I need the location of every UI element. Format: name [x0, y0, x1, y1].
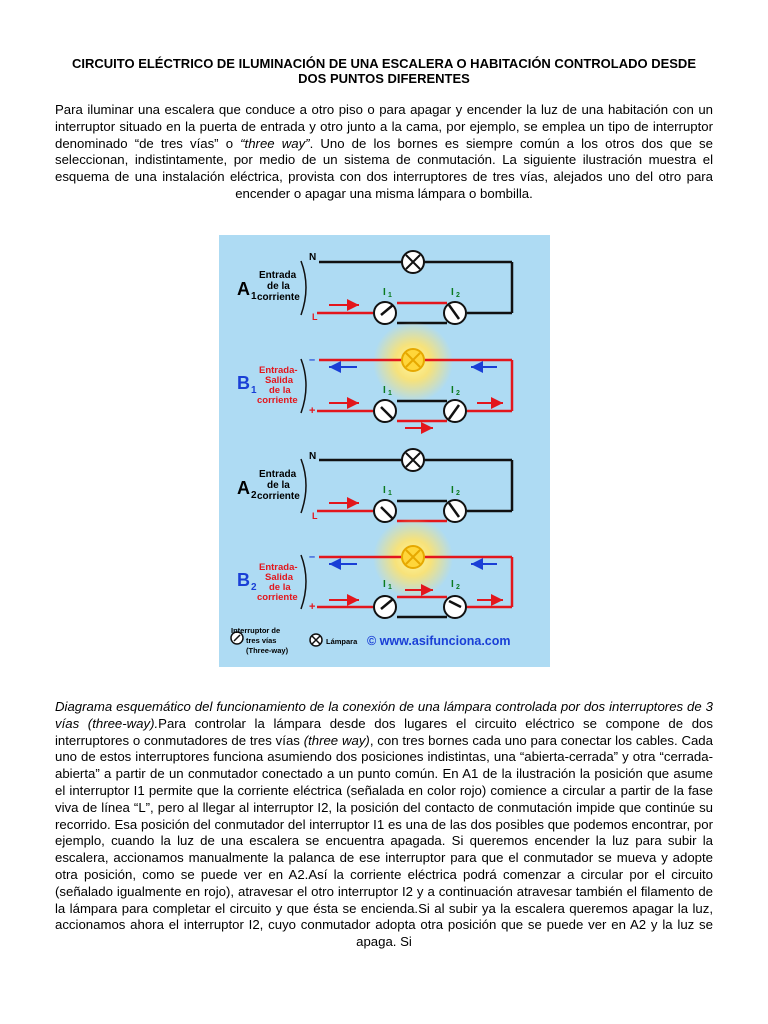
- panel-a2: [237, 449, 512, 522]
- panel-b1-label3: de la: [269, 385, 291, 396]
- panel-b2-label3: de la: [269, 582, 291, 593]
- panel-b1-i2-sub: 2: [456, 390, 460, 397]
- panel-a1: [237, 251, 512, 324]
- panel-a1-i2-sub: 2: [456, 292, 460, 299]
- panel-a1-label3: corriente: [257, 292, 300, 303]
- panel-b1-label4: corriente: [257, 395, 298, 406]
- panel-a1-sub: 1: [251, 291, 257, 302]
- panel-a2-label2: de la: [267, 480, 290, 491]
- panel-a2-top: N: [309, 451, 317, 462]
- intro-text-1: Para iluminar una escalera que conduce a otro piso o para apagar y encender la luz de una habitación con un interruptor situado en la puerta de entrada y otro junto a la cama, por ejemplo, se emplea un tipo de interruptor denominado “de tres vías” o: [55, 102, 713, 151]
- panel-b2-i1-sub: 1: [388, 584, 392, 591]
- panel-b2-letter: B: [237, 570, 250, 590]
- panel-b1-i1: I: [383, 385, 386, 396]
- legend-switch-line1: Interruptor de: [231, 626, 281, 635]
- panel-a2-label3: corriente: [257, 491, 300, 502]
- panel-b2-label2: Salida: [265, 572, 293, 583]
- panel-b1: [237, 322, 512, 428]
- panel-b1-sub: 1: [251, 385, 257, 396]
- document-title: CIRCUITO ELÉCTRICO DE ILUMINACIÓN DE UNA ESCALERA O HABITACIÓN CONTROLADO DESDE DOS PUNTOS DIFERENTES: [71, 56, 696, 86]
- panel-b2-bottom: +: [309, 601, 316, 613]
- legend-lamp: Lámpara: [326, 637, 358, 646]
- panel-b2-i1: I: [383, 579, 386, 590]
- figure-caption: Diagrama esquemático del funcionamiento de la conexión de una lámpara controlada por dos interruptores de 3 vías (three-way).: [55, 699, 713, 731]
- panel-b2-i2: I: [451, 579, 454, 590]
- panel-b1-bottom: +: [309, 405, 316, 417]
- panel-a2-label1: Entrada: [259, 469, 297, 480]
- panel-a2-i1-sub: 1: [388, 490, 392, 497]
- panel-a2-bottom: L: [312, 511, 318, 521]
- panel-b2-label4: corriente: [257, 592, 298, 603]
- body-text-2: , con tres bornes cada uno para conectar los cables. Cada uno de estos interruptores funciona asumiendo dos posiciones indistintas, una “abierta-cerrada” y otra “cerrada-abierta” a partir de un conmutador conectado a un punto común. En A1 de la ilustración la posición que asume el interruptor I1 permite que la corriente eléctrica (señalada en color rojo) comience a circular a partir de la fase viva de línea “L”, pero al llegar al interruptor I2, la posición del contacto de conmutación impide que continúe su recorrido. Esa posición del conmutador del interruptor I1 es una de las dos posibles que podemos encontrar, por ejemplo, cuando la luz de una escalera se encuentra apagada. Si queremos encender la luz para subir la escalera, accionamos manualmente la palanca de ese interruptor para que el conmutador se mueva y adopte otra posición, como se puede ver en A2.Así la corriente eléctrica podrá comenzar a circular por el circuito (señalado igualmente en rojo), atravesar el otro interruptor I2 y a continuación atravesar también el filamento de la lámpara para completar el circuito y que ésta se encienda.Si al subir ya la escalera queremos apagar la luz, accionamos ahora el interruptor I2, cuyo conmutador adopta otra posición que se puede ver en A2 y la luz se apaga. Si: [55, 732, 713, 950]
- panel-a1-i2: I: [451, 287, 454, 298]
- panel-a1-top: N: [309, 252, 317, 263]
- panel-a1-label1: Entrada: [259, 270, 297, 281]
- panel-b1-letter: B: [237, 373, 250, 393]
- circuit-diagram-svg: [219, 235, 550, 667]
- body-text-1: Para controlar la lámpara desde dos lugares el circuito eléctrico se compone de dos interruptores o conmutadores de tres vías: [55, 715, 713, 748]
- panel-a1-bottom: L: [312, 312, 318, 322]
- panel-a2-sub: 2: [251, 490, 257, 501]
- panel-b2: [237, 518, 512, 618]
- legend-switch-line3: (Three-way): [246, 646, 289, 655]
- panel-a2-i1: I: [383, 485, 386, 496]
- panel-b1-label1: Entrada-: [259, 365, 298, 376]
- panel-b1-i2: I: [451, 385, 454, 396]
- panel-a2-i2: I: [451, 485, 454, 496]
- panel-b1-top: –: [309, 354, 316, 366]
- panel-a1-i1: I: [383, 287, 386, 298]
- circuit-diagram-figure: [219, 235, 550, 667]
- body-paragraph: [55, 699, 713, 951]
- legend-switch-line2: tres vías: [246, 636, 277, 645]
- panel-b2-top: –: [309, 551, 316, 563]
- intro-three-way: “three way”: [240, 135, 310, 151]
- panel-b2-i2-sub: 2: [456, 584, 460, 591]
- panel-b2-sub: 2: [251, 582, 257, 593]
- panel-a1-letter: A: [237, 279, 250, 299]
- legend-credit: © www.asifunciona.com: [367, 634, 511, 648]
- panel-b1-i1-sub: 1: [388, 390, 392, 397]
- intro-text-2: . Uno de los bornes es siempre común a los otros dos que se seleccionan, indistintamente, por medio de un sistema de conmutación. La siguiente ilustración muestra el esquema de una instalación eléctrica, provista con dos interruptores de tres vías, alejados uno del otro para encender o apagar una misma lámpara o bombilla.: [55, 135, 713, 201]
- figure-legend: [231, 626, 511, 655]
- panel-b2-label1: Entrada-: [259, 562, 298, 573]
- panel-a1-label2: de la: [267, 281, 290, 292]
- panel-a1-i1-sub: 1: [388, 292, 392, 299]
- panel-a2-i2-sub: 2: [456, 490, 460, 497]
- panel-b1-label2: Salida: [265, 375, 293, 386]
- panel-a2-letter: A: [237, 478, 250, 498]
- body-three-way: (three way): [303, 732, 370, 748]
- intro-paragraph: [55, 102, 713, 203]
